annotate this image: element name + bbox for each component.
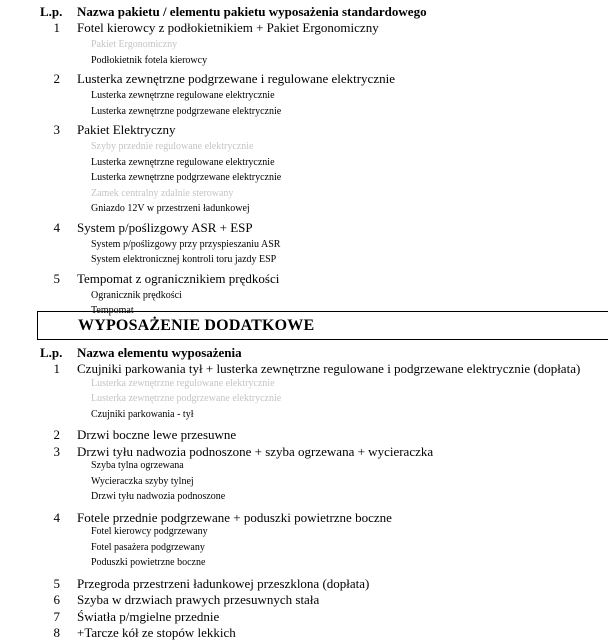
package-element: Lusterka zewnętrzne podgrzewane elektrycznie xyxy=(91,172,282,183)
equipment-item-element: Lusterka zewnętrzne podgrzewane elektrycznie xyxy=(91,393,282,404)
equipment-item-element: Poduszki powietrzne boczne xyxy=(91,557,206,568)
equipment-item-element: Czujniki parkowania - tył xyxy=(91,408,194,420)
equipment-item-number: 5 xyxy=(53,575,60,591)
equipment-item-element: Fotel kierowcy podgrzewany xyxy=(91,526,208,537)
additional-section-box xyxy=(37,311,608,340)
package-element: Lusterka zewnętrzne regulowane elektrycznie xyxy=(91,156,275,168)
equipment-item-element: Szyba tylna ogrzewana xyxy=(91,460,184,471)
package-element: Pakiet Ergonomiczny xyxy=(91,39,178,50)
standard-header-title: Nazwa pakietu / elementu pakietu wyposażenia standardowego xyxy=(77,4,427,19)
package-element: Ogranicznik prędkości xyxy=(91,289,182,301)
equipment-item-element: Lusterka zewnętrzne regulowane elektrycznie xyxy=(91,377,275,389)
equipment-item-name: Drzwi boczne lewe przesuwne xyxy=(77,427,237,442)
package-name: Tempomat z ogranicznikiem prędkości xyxy=(77,270,280,286)
package-name: Fotel kierowcy z podłokietnikiem + Pakiet Ergonomiczny xyxy=(77,20,379,35)
package-number: 5 xyxy=(53,270,60,286)
package-number: 4 xyxy=(53,219,60,235)
package-number: 3 xyxy=(53,122,60,137)
equipment-item-name: +Tarcze kół ze stopów lekkich xyxy=(77,625,236,640)
package-name: System p/poślizgowy ASR + ESP xyxy=(77,219,253,235)
equipment-item-name: Drzwi tyłu nadwozia podnoszone + szyba ogrzewana + wycieraczka xyxy=(77,443,434,459)
package-number: 2 xyxy=(53,71,60,86)
package-element: Tempomat xyxy=(91,305,134,316)
package-element: System p/poślizgowy przy przyspieszaniu ASR xyxy=(91,238,281,250)
package-element: Zamek centralny zdalnie sterowany xyxy=(91,187,234,199)
package-element: System elektronicznej kontroli toru jazdy ESP xyxy=(91,254,277,265)
equipment-item-element: Drzwi tyłu nadwozia podnoszone xyxy=(91,491,226,502)
equipment-item-element: Wycieraczka szyby tylnej xyxy=(91,475,194,487)
equipment-item-number: 7 xyxy=(53,608,60,624)
additional-header-lp: L.p. xyxy=(40,345,63,360)
equipment-item-name: Światła p/mgielne przednie xyxy=(77,608,220,624)
package-number: 1 xyxy=(53,20,60,35)
package-name: Lusterka zewnętrzne podgrzewane i regulowane elektrycznie xyxy=(77,71,395,86)
package-element: Podłokietnik fotela kierowcy xyxy=(91,54,208,66)
equipment-item-name: Szyba w drzwiach prawych przesuwnych stała xyxy=(77,592,320,607)
package-element: Szyby przednie regulowane elektrycznie xyxy=(91,141,254,152)
equipment-item-name: Przegroda przestrzeni ładunkowej przeszklona (dopłata) xyxy=(77,575,370,591)
equipment-item-name: Czujniki parkowania tył + lusterka zewnętrzne regulowane i podgrzewane elektrycznie (dopłata) xyxy=(77,361,581,376)
equipment-item-number: 3 xyxy=(53,443,60,459)
equipment-item-number: 8 xyxy=(53,625,60,640)
equipment-item-number: 4 xyxy=(53,509,60,525)
package-element: Gniazdo 12V w przestrzeni ładunkowej xyxy=(91,203,250,214)
equipment-item-number: 1 xyxy=(53,361,60,376)
additional-section-title: WYPOSAŻENIE DODATKOWE xyxy=(78,317,315,334)
package-element: Lusterka zewnętrzne regulowane elektrycznie xyxy=(91,90,275,101)
equipment-item-name: Fotele przednie podgrzewane + poduszki powietrzne boczne xyxy=(77,509,392,525)
additional-header-title: Nazwa elementu wyposażenia xyxy=(77,345,242,360)
equipment-item-element: Fotel pasażera podgrzewany xyxy=(91,541,205,553)
package-name: Pakiet Elektryczny xyxy=(77,122,176,137)
equipment-item-number: 6 xyxy=(53,592,60,607)
equipment-item-number: 2 xyxy=(53,427,60,442)
standard-header-lp: L.p. xyxy=(40,4,63,19)
package-element: Lusterka zewnętrzne podgrzewane elektrycznie xyxy=(91,105,282,117)
